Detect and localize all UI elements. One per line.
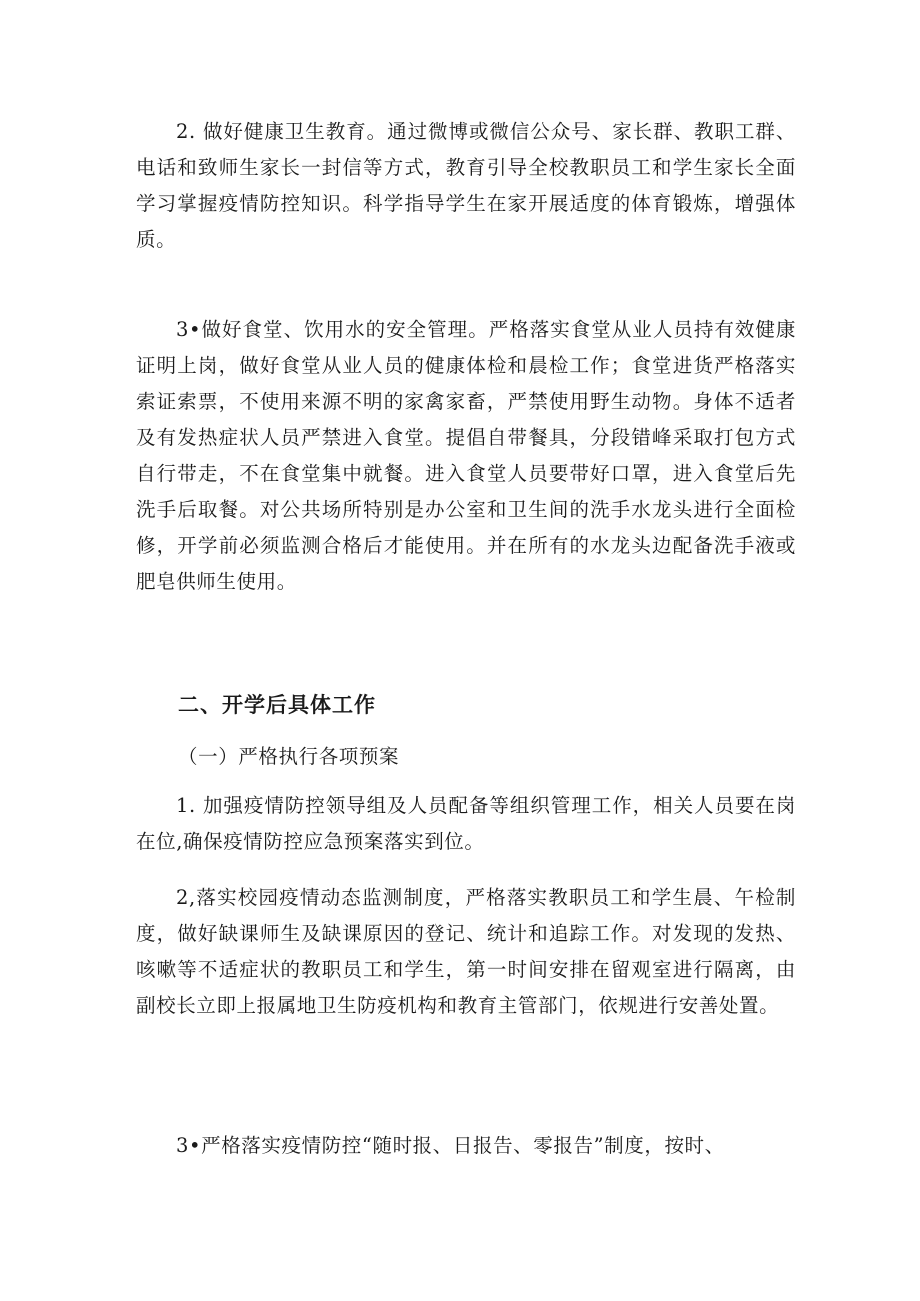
paragraph-canteen-water-safety: 3•做好食堂、饮用水的安全管理。严格落实食堂从业人员持有效健康证明上岗，做好食堂从业人员的健康体检和晨检工作；食堂进货严格落实索证索票，不使用来源不明的家禽家畜，严禁使用野生动物。身体不适者及有发热症状人员严禁进入食堂。提倡自带餐具，分段错峰采取打包方式自行带走，不在食堂集中就餐。进入食堂人员要带好口罩，进入食堂后先洗手后取餐。对公共场所特别是办公室和卫生间的洗手水龙头进行全面检修，开学前必须监测合格后才能使用。并在所有的水龙头边配备洗手液或肥皂供师生使用。 <box>136 318 796 593</box>
sub-heading: （一）严格执行各项预案 <box>178 745 400 768</box>
paragraph-campus-monitoring: 2,落实校园疫情动态监测制度，严格落实教职员工和学生晨、午检制度，做好缺课师生及缺课原因的登记、统计和追踪工作。对发现的发热、咳嗽等不适症状的教职员工和学生，第一时间安排在留观室进行隔离，由副校长立即上报属地卫生防疫机构和教育主管部门，依规进行安善处置。 <box>136 886 796 1017</box>
paragraph-reporting-system: 3•严格落实疫情防控“随时报、日报告、零报告”制度，按时、 <box>176 1134 725 1157</box>
paragraph-health-education: 2. 做好健康卫生教育。通过微博或微信公众号、家长群、教职工群、电话和致师生家长一封信等方式，教育引导全校教职员工和学生家长全面学习掌握疫情防控知识。科学指导学生在家开展适度的体育锻炼，增强体质。 <box>136 120 796 251</box>
paragraph-organization-management: 1. 加强疫情防控领导组及人员配备等组织管理工作，相关人员要在岗在位,确保疫情防控应急预案落实到位。 <box>136 794 796 853</box>
section-heading: 二、开学后具体工作 <box>178 693 376 717</box>
